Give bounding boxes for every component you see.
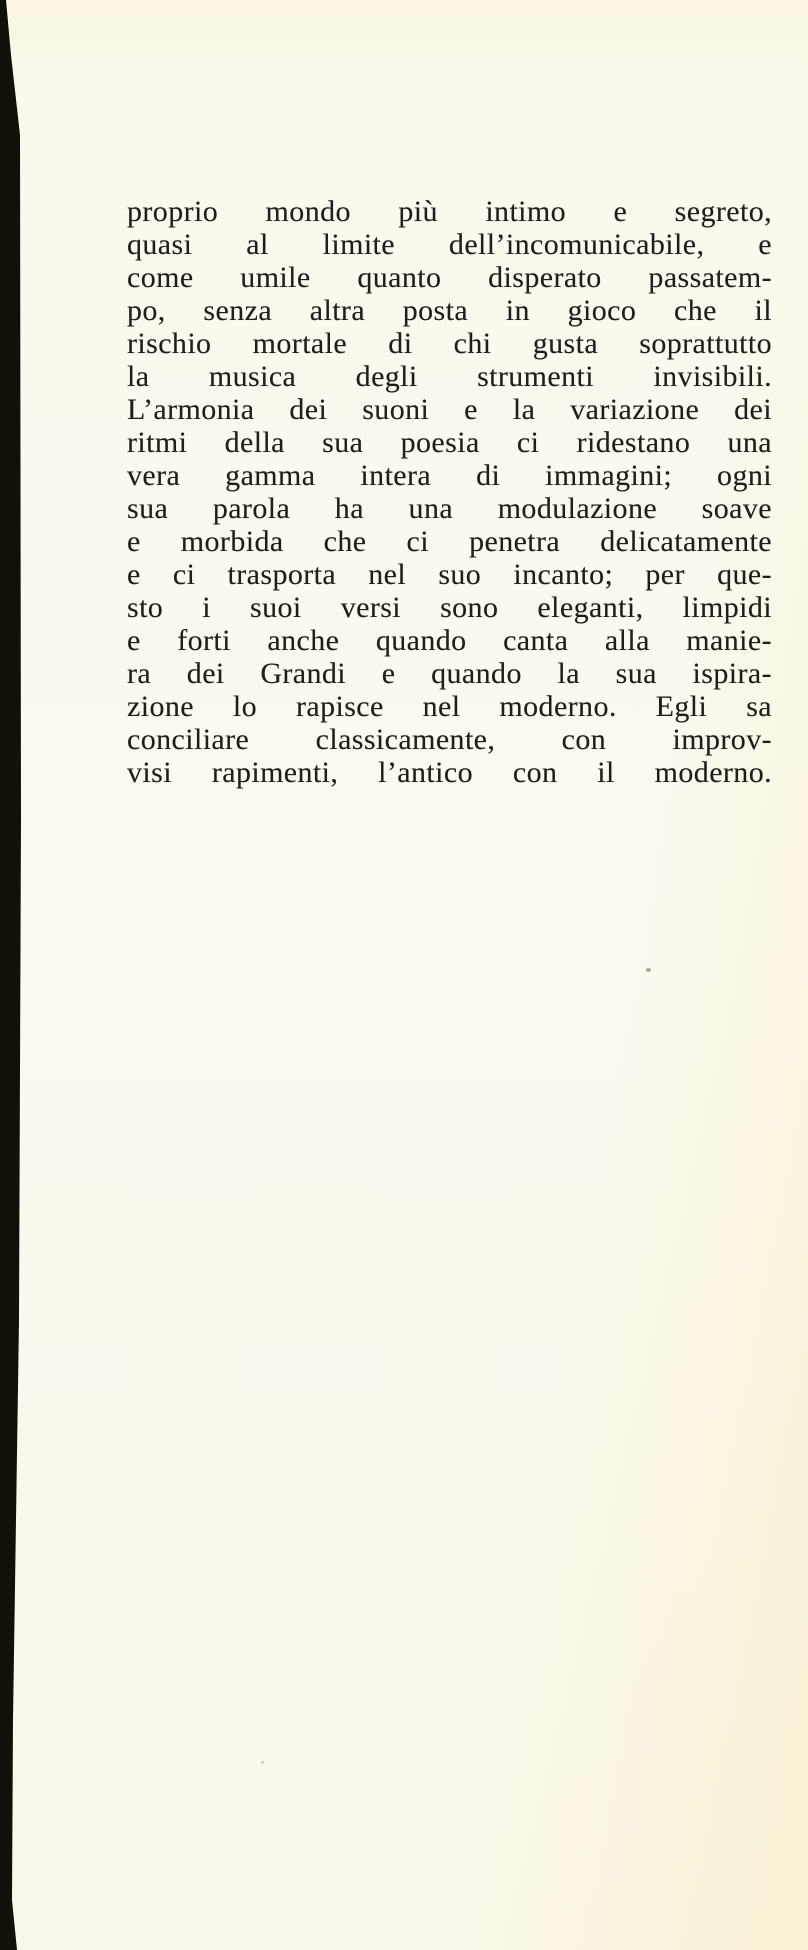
- text-line: e forti anche quando canta alla manie-: [127, 624, 772, 657]
- text-line: ra dei Grandi e quando la sua ispira-: [127, 657, 772, 690]
- text-line: sto i suoi versi sono eleganti, limpidi: [127, 591, 772, 624]
- text-line: vera gamma intera di immagini; ogni: [127, 459, 772, 492]
- text-line: ritmi della sua poesia ci ridestano una: [127, 426, 772, 459]
- text-line: proprio mondo più intimo e segreto,: [127, 195, 772, 228]
- text-line: po, senza altra posta in gioco che il: [127, 294, 772, 327]
- dust-speck: [261, 1761, 264, 1764]
- text-line: L’armonia dei suoni e la variazione dei: [127, 393, 772, 426]
- text-line: e ci trasporta nel suo incanto; per que-: [127, 558, 772, 591]
- text-line: zione lo rapisce nel moderno. Egli sa: [127, 690, 772, 723]
- text-line: quasi al limite dell’incomunicabile, e: [127, 228, 772, 261]
- text-line: come umile quanto disperato passatem-: [127, 261, 772, 294]
- text-line: visi rapimenti, l’antico con il moderno.: [127, 756, 772, 789]
- text-line: e morbida che ci penetra delicatamente: [127, 525, 772, 558]
- binding-gutter: [0, 0, 24, 1950]
- text-line: sua parola ha una modulazione soave: [127, 492, 772, 525]
- paragraph-text-block: [127, 195, 772, 789]
- dust-speck: [646, 968, 651, 972]
- text-line: rischio mortale di chi gusta soprattutto: [127, 327, 772, 360]
- text-line: la musica degli strumenti invisibili.: [127, 360, 772, 393]
- text-line: conciliare classicamente, con improv-: [127, 723, 772, 756]
